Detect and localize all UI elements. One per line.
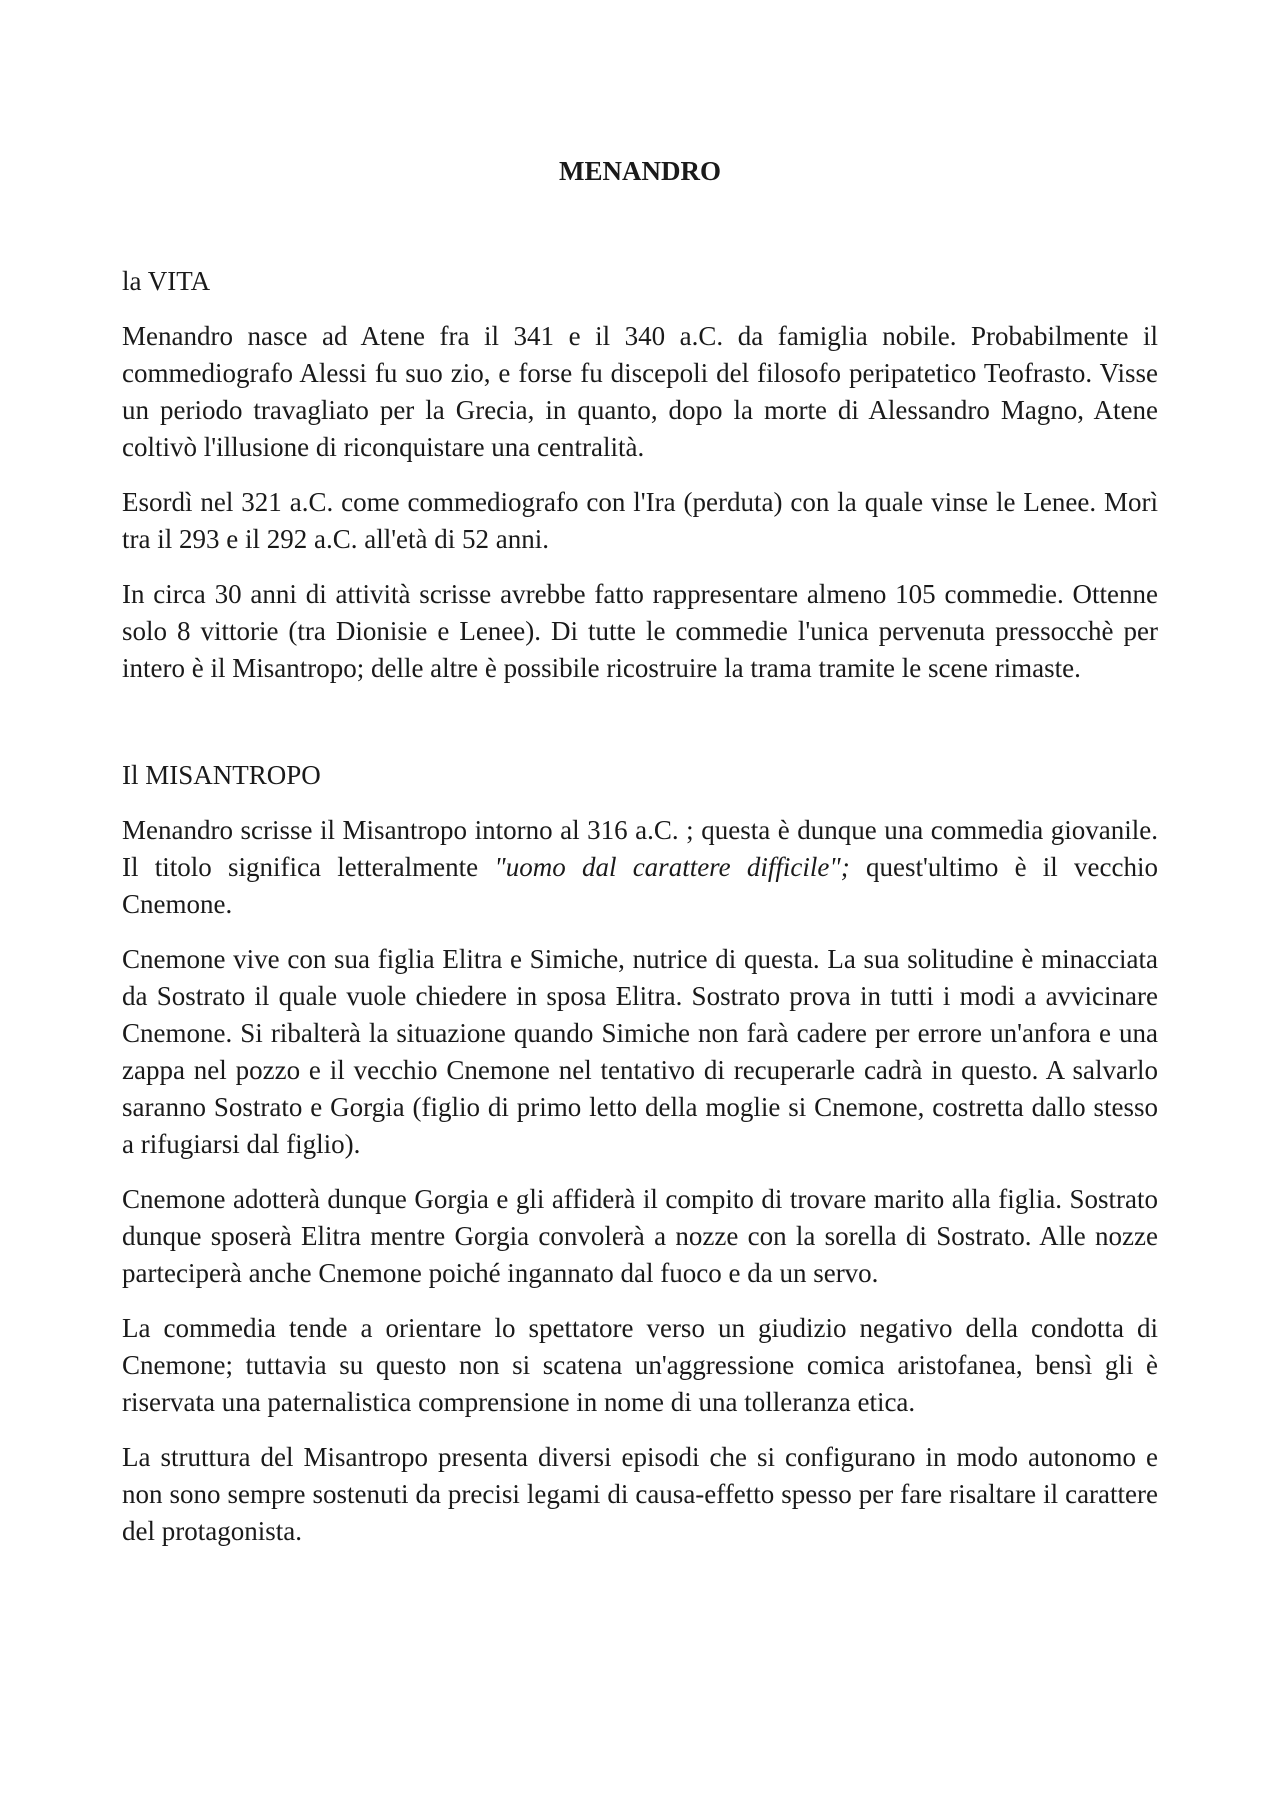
- paragraph: [122, 812, 1158, 923]
- paragraph: Esordì nel 321 a.C. come commediografo con l'Ira (perduta) con la quale vinse le Lenee. Morì tra il 293 e il 292 a.C. all'età di 52 anni.: [122, 487, 1158, 554]
- section-heading-misantropo: Il MISANTROPO: [122, 760, 321, 790]
- section-heading-vita: la VITA: [122, 266, 211, 296]
- section-vita: [122, 263, 1158, 687]
- paragraph: Cnemone vive con sua figlia Elitra e Simiche, nutrice di questa. La sua solitudine è minacciata da Sostrato il quale vuole chiedere in sposa Elitra. Sostrato prova in tutti i modi a avvicinare Cnemone. Si ribalterà la situazione quando Simiche non farà cadere per errore un'anfora e una zappa nel pozzo e il vecchio Cnemone nel tentativo di recuperarle cadrà in questo. A salvarlo saranno Sostrato e Gorgia (figlio di primo letto della moglie si Cnemone, costretta dallo stesso a rifugiarsi dal figlio).: [122, 944, 1158, 1159]
- paragraph: Cnemone adotterà dunque Gorgia e gli affiderà il compito di trovare marito alla figlia. Sostrato dunque sposerà Elitra mentre Gorgia convolerà a nozze con la sorella di Sostrato. Alle nozze parteciperà anche Cnemone poiché ingannato dal fuoco e da un servo.: [122, 1184, 1158, 1288]
- paragraph: Menandro nasce ad Atene fra il 341 e il 340 a.C. da famiglia nobile. Probabilmente il commediografo Alessi fu suo zio, e forse fu discepoli del filosofo peripatetico Teofrasto. Visse un periodo travagliato per la Grecia, in quanto, dopo la morte di Alessandro Magno, Atene coltivò l'illusione di riconquistare una centralità.: [122, 321, 1158, 462]
- paragraph-text: quest'ultimo è il vecchio Cnemone.: [122, 852, 1158, 919]
- document-title: MENANDRO: [559, 156, 721, 186]
- section-misantropo: [122, 757, 1158, 1550]
- paragraph: In circa 30 anni di attività scrisse avrebbe fatto rappresentare almeno 105 commedie. Ottenne solo 8 vittorie (tra Dionisie e Lenee). Di tutte le commedie l'unica pervenuta pressocchè per intero è il Misantropo; delle altre è possibile ricostruire la trama tramite le scene rimaste.: [122, 579, 1158, 683]
- paragraph-text: Menandro scrisse il Misantropo intorno al 316 a.C. ; questa è dunque una commedia giovanile. Il titolo significa letteralmente: [122, 815, 1158, 882]
- title-meaning-italic: "uomo dal carattere difficile";: [494, 852, 850, 882]
- document-body: [122, 263, 1158, 1568]
- paragraph: La commedia tende a orientare lo spettatore verso un giudizio negativo della condotta di Cnemone; tuttavia su questo non si scatena un'aggressione comica aristofanea, bensì gli è riservata una paternalistica comprensione in nome di una tolleranza etica.: [122, 1313, 1158, 1417]
- paragraph: La struttura del Misantropo presenta diversi episodi che si configurano in modo autonomo e non sono sempre sostenuti da precisi legami di causa-effetto spesso per fare risaltare il carattere del protagonista.: [122, 1442, 1158, 1546]
